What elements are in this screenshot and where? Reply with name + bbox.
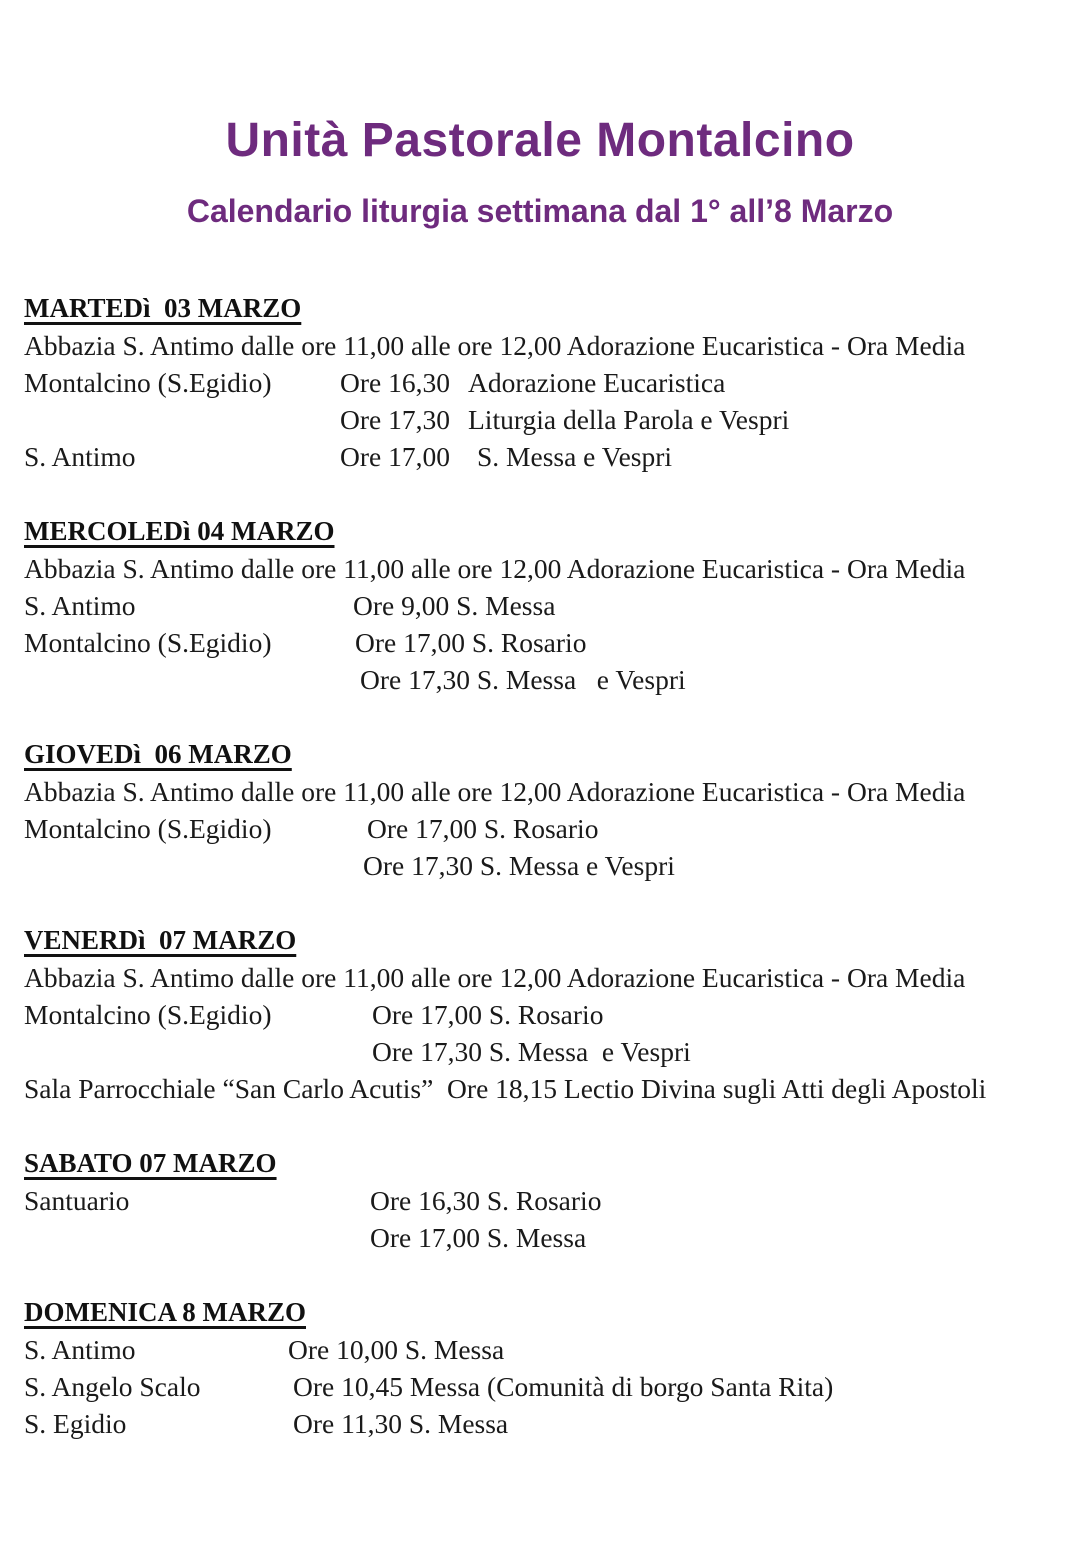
schedule-text: Ore 16,30 S. Rosario <box>370 1185 602 1216</box>
schedule-line <box>0 810 1080 847</box>
day-heading: MERCOLEDì 04 MARZO <box>24 516 335 546</box>
schedule-text: Abbazia S. Antimo dalle ore 11,00 alle ore 12,00 Adorazione Eucaristica - Ora Media <box>24 330 966 361</box>
day-heading: SABATO 07 MARZO <box>24 1148 277 1178</box>
schedule-line <box>0 587 1080 624</box>
schedule-text: Ore 17,00 S. Rosario <box>367 813 599 844</box>
schedule-text: Ore 11,30 S. Messa <box>293 1408 509 1439</box>
schedule-line <box>0 364 1080 401</box>
schedule-text: S. Egidio <box>24 1408 127 1439</box>
schedule-line <box>0 996 1080 1033</box>
schedule-text: Ore 17,00 S. Rosario <box>372 999 604 1030</box>
schedule-line <box>0 327 1080 364</box>
schedule-text: Santuario <box>24 1185 130 1216</box>
schedule-line <box>0 1070 1080 1107</box>
schedule-text: Montalcino (S.Egidio) <box>24 999 272 1030</box>
schedule-text: Abbazia S. Antimo dalle ore 11,00 alle ore 12,00 Adorazione Eucaristica - Ora Media <box>24 553 966 584</box>
schedule-text: S. Antimo <box>24 441 136 472</box>
schedule-text: Ore 17,30 S. Messa e Vespri <box>372 1036 691 1067</box>
schedule-text: Ore 17,00 <box>340 441 450 472</box>
day-section <box>0 1294 1080 1442</box>
schedule-text: S. Messa e Vespri <box>477 441 673 472</box>
schedule-line <box>0 1219 1080 1256</box>
schedule-line <box>0 1182 1080 1219</box>
schedule-line <box>0 1331 1080 1368</box>
schedule-line <box>0 847 1080 884</box>
day-section <box>0 736 1080 884</box>
schedule-text: Ore 17,30 <box>340 404 450 435</box>
schedule-line <box>0 661 1080 698</box>
day-section <box>0 290 1080 475</box>
schedule-text: Montalcino (S.Egidio) <box>24 627 272 658</box>
schedule-text: S. Antimo <box>24 590 136 621</box>
schedule-line <box>0 624 1080 661</box>
schedule-text: Adorazione Eucaristica <box>468 367 726 398</box>
schedule-text: Ore 10,45 Messa (Comunità di borgo Santa Rita) <box>293 1371 834 1402</box>
schedule-line <box>0 773 1080 810</box>
schedule-text: Abbazia S. Antimo dalle ore 11,00 alle ore 12,00 Adorazione Eucaristica - Ora Media <box>24 776 966 807</box>
schedule-text: Ore 10,00 S. Messa <box>288 1334 505 1365</box>
schedule-line <box>0 1405 1080 1442</box>
day-section <box>0 1145 1080 1256</box>
schedule-text: Abbazia S. Antimo dalle ore 11,00 alle ore 12,00 Adorazione Eucaristica - Ora Media <box>24 962 966 993</box>
schedule-text: Ore 17,00 S. Messa <box>370 1222 587 1253</box>
schedule-text: Ore 17,30 S. Messa e Vespri <box>360 664 686 695</box>
schedule-text: Ore 16,30 <box>340 367 450 398</box>
day-heading: GIOVEDì 06 MARZO <box>24 739 292 769</box>
page-subtitle: Calendario liturgia settimana dal 1° all’8 Marzo <box>186 193 894 229</box>
schedule-text: Liturgia della Parola e Vespri <box>468 404 790 435</box>
schedule-text: S. Antimo <box>24 1334 136 1365</box>
schedule-text: Montalcino (S.Egidio) <box>24 367 272 398</box>
day-section <box>0 922 1080 1107</box>
schedule-text: Montalcino (S.Egidio) <box>24 813 272 844</box>
schedule-line <box>0 401 1080 438</box>
schedule-line <box>0 1033 1080 1070</box>
day-heading: MARTEDì 03 MARZO <box>24 293 302 323</box>
day-heading: DOMENICA 8 MARZO <box>24 1297 306 1327</box>
day-heading: VENERDì 07 MARZO <box>24 925 297 955</box>
schedule-line <box>0 438 1080 475</box>
schedule-text: Ore 17,30 S. Messa e Vespri <box>363 850 675 881</box>
calendar-sections <box>0 290 1080 1442</box>
schedule-line <box>0 1368 1080 1405</box>
schedule-text: Ore 17,00 S. Rosario <box>355 627 587 658</box>
schedule-text: Ore 9,00 S. Messa <box>353 590 556 621</box>
schedule-text: S. Angelo Scalo <box>24 1371 201 1402</box>
schedule-line <box>0 550 1080 587</box>
schedule-line <box>0 959 1080 996</box>
day-section <box>0 513 1080 698</box>
schedule-text: Sala Parrocchiale “San Carlo Acutis” Ore 18,15 Lectio Divina sugli Atti degli Apostoli <box>24 1073 987 1104</box>
page-title: Unità Pastorale Montalcino <box>225 114 855 167</box>
